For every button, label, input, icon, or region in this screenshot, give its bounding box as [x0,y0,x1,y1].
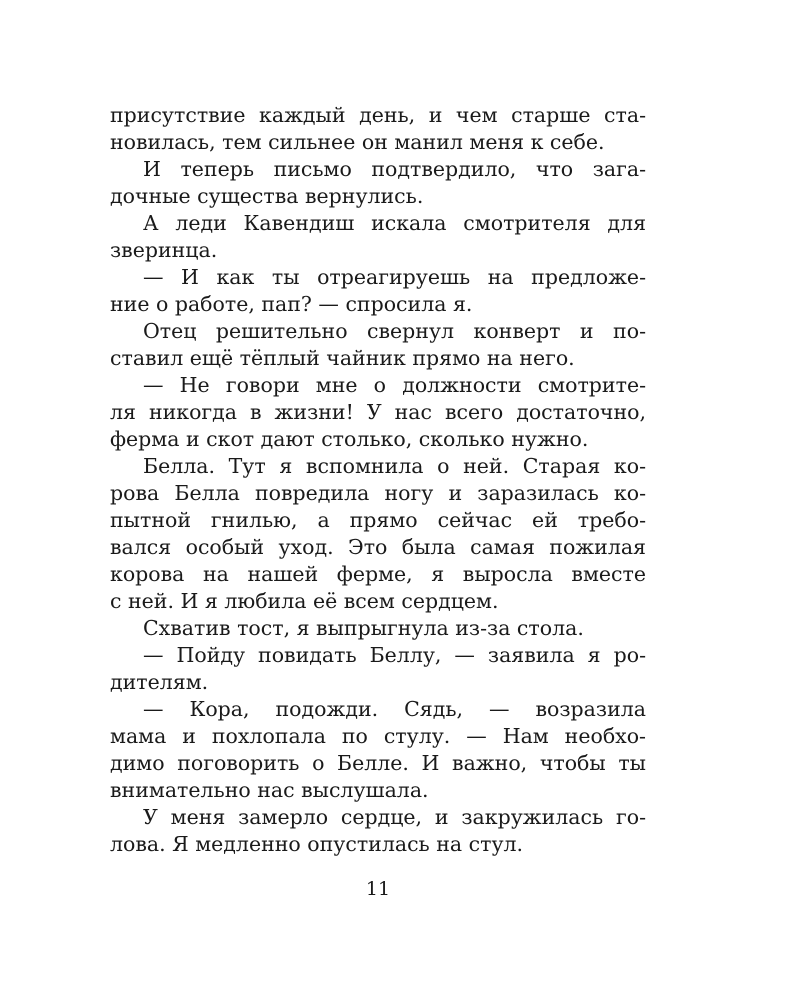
text-line: присутствие каждый день, и чем старше ста- [110,103,646,127]
text-line: ля никогда в жизни! У нас всего достаточно, [110,400,646,424]
text-line: ферма и скот дают столько, сколько нужно. [110,427,589,451]
text-line: корова на нашей ферме, я выросла вместе [110,562,646,586]
text-line: рова Белла повредила ногу и заразилась ко- [110,481,646,505]
text-line: ние о работе, пап? — спросила я. [110,292,473,316]
text-line: И теперь письмо подтвердило, что зага- [143,157,646,181]
page-number: 11 [365,878,391,900]
text-line: ставил ещё тёплый чайник прямо на него. [110,346,575,370]
text-line: зверинца. [110,238,218,262]
text-line: — Не говори мне о должности смотрите- [143,373,646,397]
body-text [110,102,646,858]
text-line: мама и похлопала по стулу. — Нам необхо- [110,724,646,748]
text-line: внимательно нас выслушала. [110,778,429,802]
text-line: А леди Кавендиш искала смотрителя для [143,211,646,235]
text-line: новилась, тем сильнее он манил меня к себе. [110,130,605,154]
text-line: лова. Я медленно опустилась на стул. [110,832,524,856]
text-line: — И как ты отреагируешь на предложе- [143,265,646,289]
text-line: дителям. [110,670,209,694]
text-line: — Пойду повидать Беллу, — заявила я ро- [143,643,646,667]
text-line: вался особый уход. Это была самая пожилая [110,535,646,559]
text-line: пытной гнилью, а прямо сейчас ей требо- [110,508,646,532]
text-line: дочные существа вернулись. [110,184,424,208]
text-line: Схватив тост, я выпрыгнула из-за стола. [143,616,584,640]
text-line: Отец решительно свернул конверт и по- [143,319,646,343]
text-line: — Кора, подожди. Сядь, — возразила [143,697,646,721]
text-line: У меня замерло сердце, и закружилась го- [143,805,646,829]
text-line: димо поговорить о Белле. И важно, чтобы ты [110,751,646,775]
text-line: с ней. И я любила её всем сердцем. [110,589,499,613]
text-line: Белла. Тут я вспомнила о ней. Старая ко- [143,454,646,478]
